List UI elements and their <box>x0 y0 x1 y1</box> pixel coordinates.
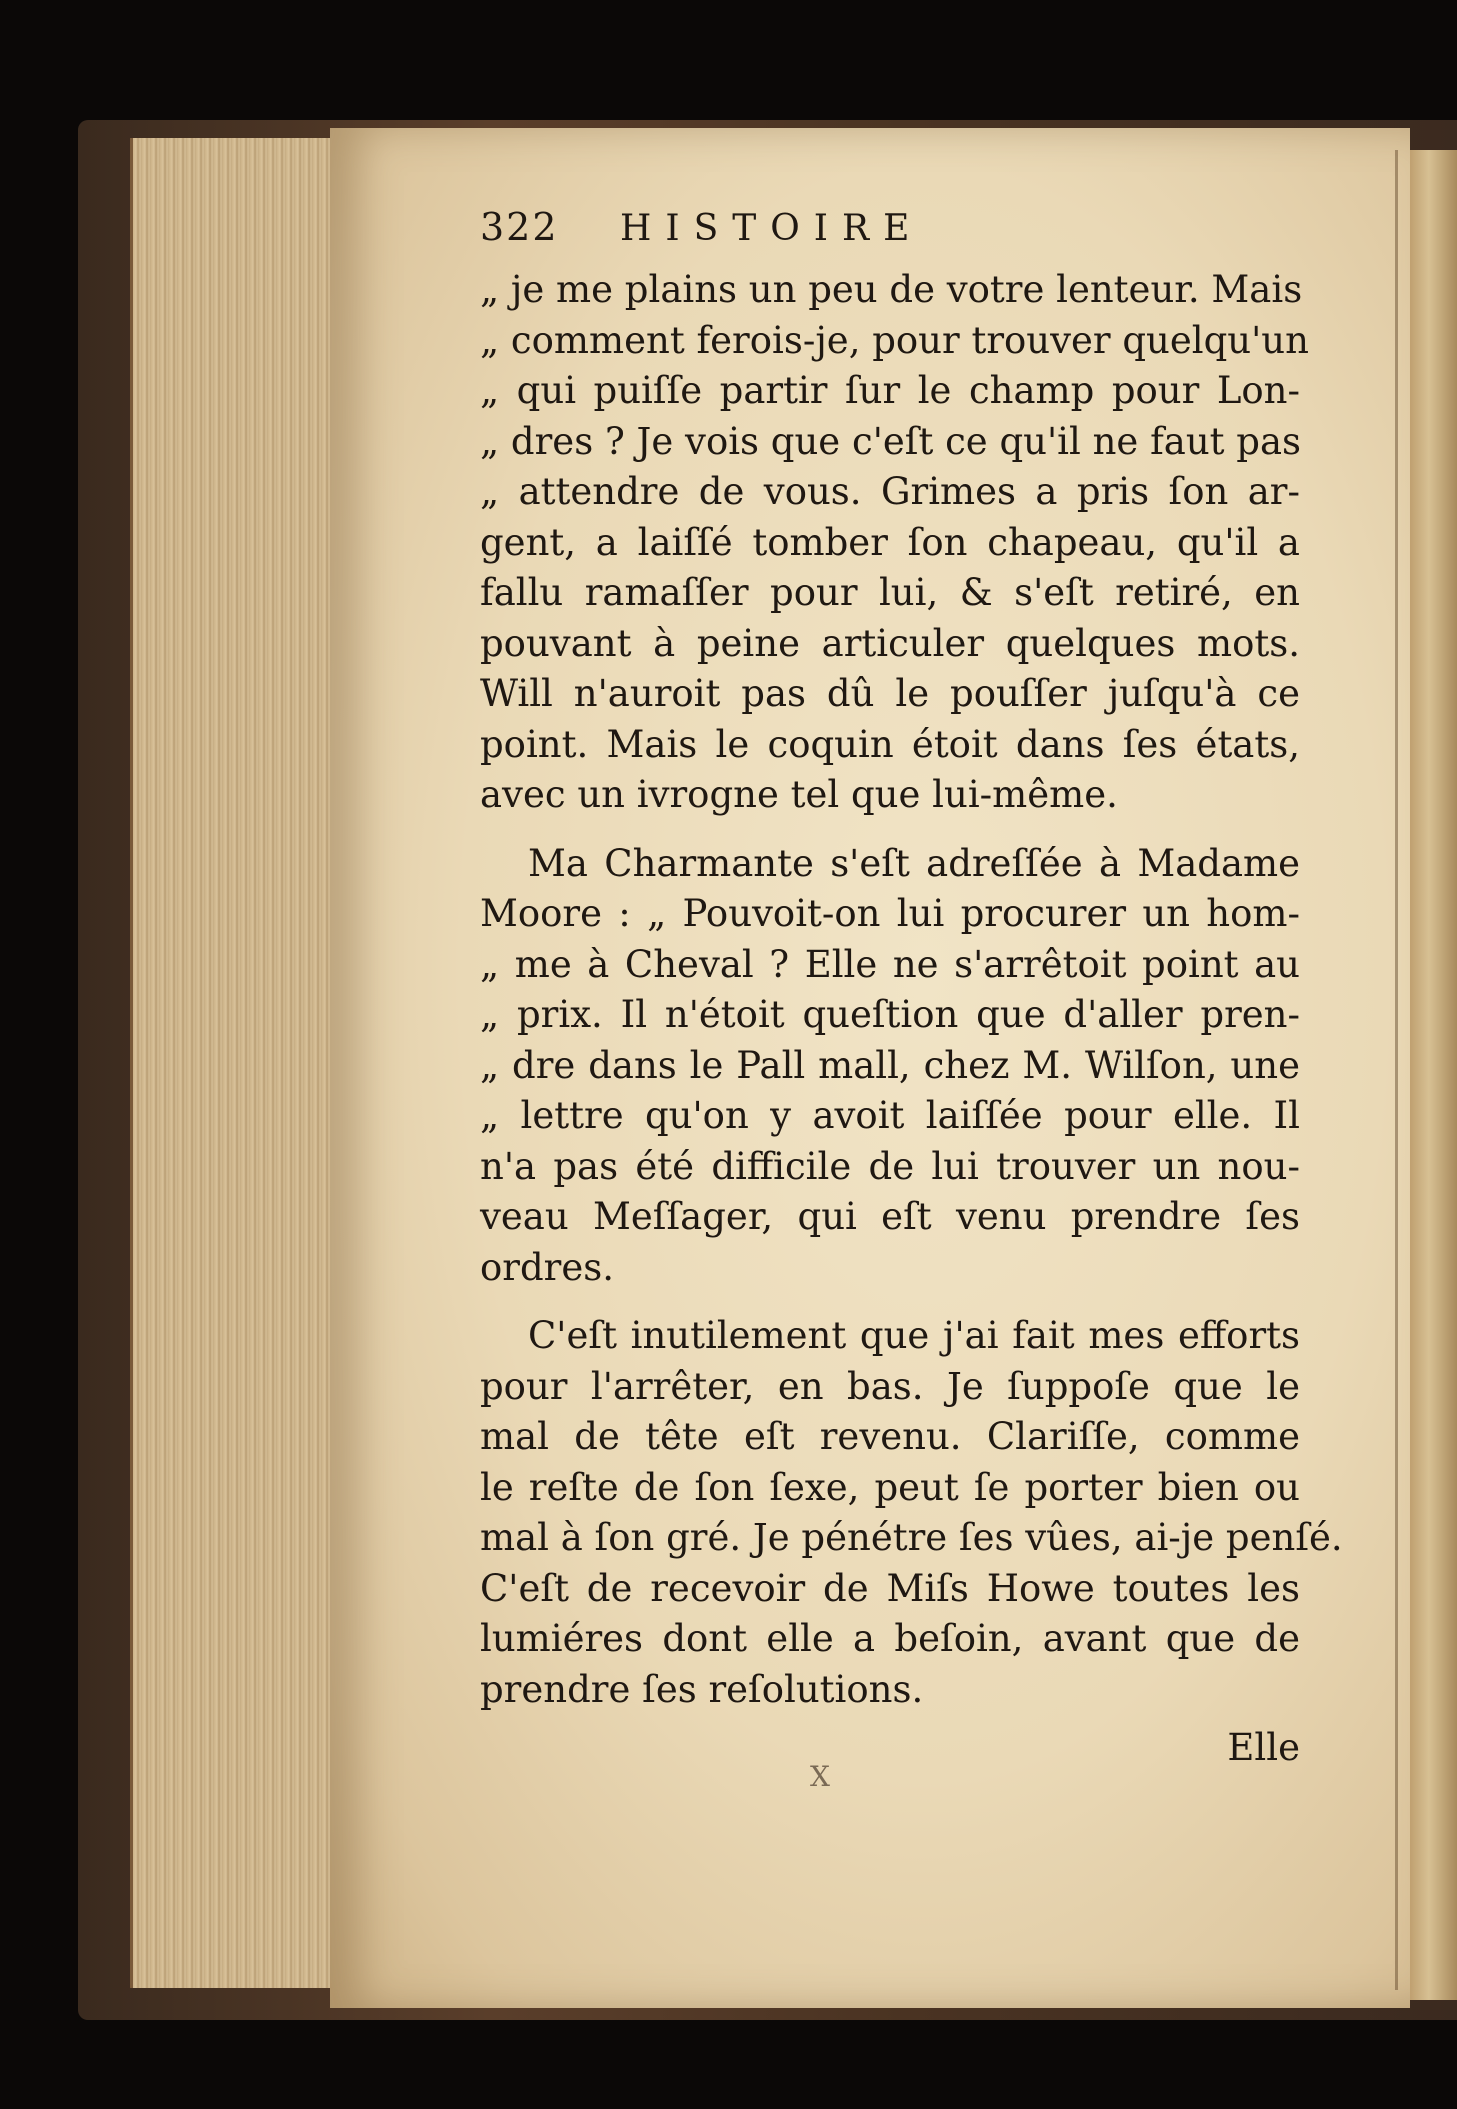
text-line: „ attendre de vous. Grimes a pris ſon ar- <box>480 470 1300 513</box>
text-line: „ je me plains un peu de votre lenteur. Mais <box>480 268 1303 311</box>
text-line: C'eſt de recevoir de Miſs Howe toutes les <box>480 1566 1300 1610</box>
text-line: „ dres ? Je vois que c'eſt ce qu'il ne faut pas <box>480 419 1302 463</box>
text-line: prendre ſes reſolutions. <box>480 1667 924 1711</box>
page-fold <box>1395 150 1398 1990</box>
paragraph <box>480 265 1309 821</box>
text-line: veau Meſſager, qui eſt venu prendre ſes <box>480 1195 1300 1238</box>
text-line: mal à ſon gré. Je pénétre ſes vûes, ai-je penſé. <box>480 1516 1343 1559</box>
catchword: Elle <box>1227 1726 1300 1769</box>
paragraph <box>480 1311 1343 1715</box>
text-line: „ qui puiſſe partir ſur le champ pour Lon- <box>480 369 1300 412</box>
text-line: C'eſt inutilement que j'ai fait mes efforts <box>528 1314 1300 1357</box>
text-line: point. Mais le coquin étoit dans ſes états, <box>480 722 1300 766</box>
running-head <box>480 205 1300 265</box>
text-line: Will n'auroit pas dû le pouſſer juſqu'à ce <box>480 672 1300 715</box>
text-line: „ dre dans le Pall mall, chez M. Wilſon, une <box>480 1043 1300 1087</box>
page-text <box>480 205 1343 1773</box>
text-line: Ma Charmante s'eſt adreſſée à Madame <box>528 841 1300 885</box>
facing-page-edge <box>1410 150 1457 2000</box>
text-line: mal de tête eſt revenu. Clariſſe, comme <box>480 1415 1300 1458</box>
text-line: n'a pas été difficile de lui trouver un nou- <box>480 1144 1300 1188</box>
text-line: pouvant à peine articuler quelques mots. <box>480 621 1300 665</box>
paragraph <box>480 839 1300 1294</box>
page-number: 322 <box>480 205 559 249</box>
text-line: avec un ivrogne tel que lui-même. <box>480 773 1118 816</box>
page-edges <box>130 138 343 1988</box>
text-line: ordres. <box>480 1245 614 1289</box>
running-title: HISTOIRE <box>620 208 924 249</box>
text-line: lumiéres dont elle a beſoin, avant que de <box>480 1617 1300 1660</box>
text-line: „ comment ferois-je, pour trouver quelqu'un <box>480 318 1309 362</box>
text-line: „ prix. Il n'étoit queſtion que d'aller pren- <box>480 993 1300 1036</box>
signature-mark: X <box>810 1760 830 1793</box>
text-line: le reſte de ſon ſexe, peut ſe porter bien ou <box>480 1465 1300 1509</box>
text-line: gent, a laiſſé tomber ſon chapeau, qu'il a <box>480 520 1300 564</box>
text-line: fallu ramaſſer pour lui, & s'eſt retiré, en <box>480 571 1300 614</box>
text-line: „ lettre qu'on y avoit laiſſée pour elle. Il <box>480 1094 1300 1137</box>
text-line: Moore : „ Pouvoit-on lui procurer un hom- <box>480 892 1300 935</box>
text-line: „ me à Cheval ? Elle ne s'arrêtoit point au <box>480 942 1300 986</box>
text-line: pour l'arrêter, en bas. Je ſuppoſe que le <box>480 1364 1300 1408</box>
